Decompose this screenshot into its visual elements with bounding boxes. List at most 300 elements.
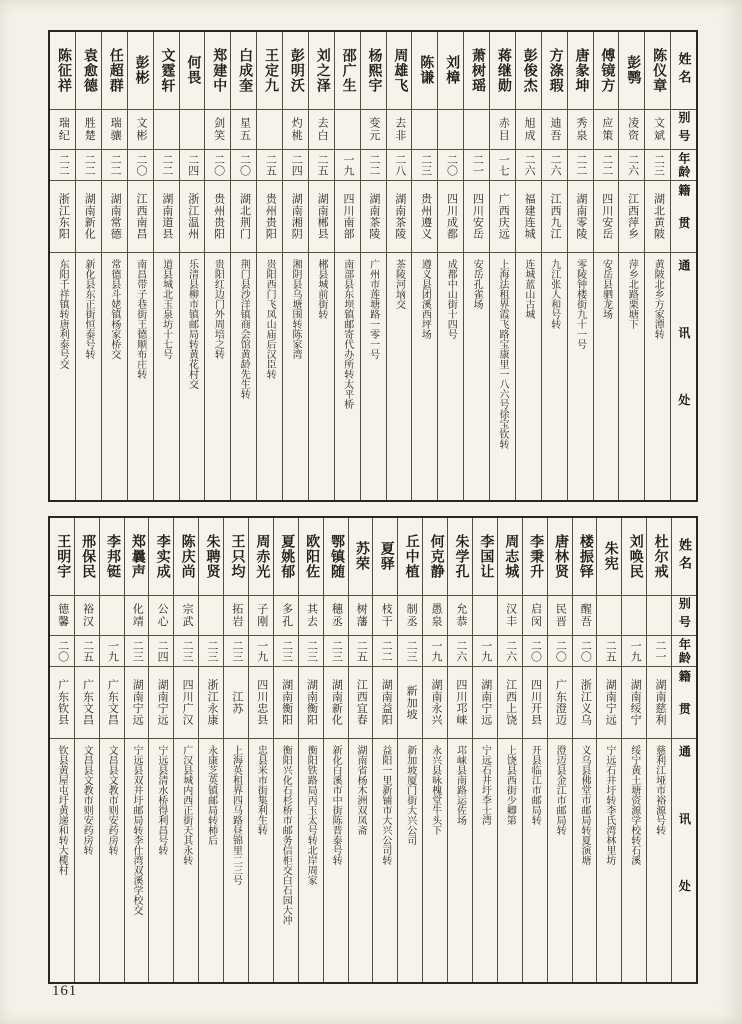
person-address-cell — [498, 739, 522, 982]
person-age-cell — [568, 150, 593, 181]
person-name-cell — [573, 518, 597, 596]
header-origin-label — [672, 667, 696, 739]
person-origin-cell — [335, 181, 360, 253]
person-alias-cell — [498, 596, 522, 636]
person-origin-text: 四川忠县 — [255, 679, 268, 726]
header-origin-text: 籍贯 — [677, 670, 692, 735]
person-name-cell — [154, 32, 179, 110]
header-origin-label — [671, 181, 696, 253]
person-alias-cell — [335, 110, 360, 150]
person-origin-text: 江西上饶 — [504, 679, 517, 726]
person-alias-cell — [516, 110, 541, 150]
person-alias-cell — [464, 110, 489, 150]
registry-table-top — [48, 30, 698, 502]
person-age-cell — [647, 636, 671, 667]
person-age-cell — [102, 150, 127, 181]
person-origin-text: 湖南零陵 — [574, 193, 587, 240]
person-origin-cell — [619, 181, 644, 253]
person-origin-cell — [199, 667, 223, 739]
person-alias-text: 宗武 — [181, 603, 194, 628]
person-age-text: 二三 — [280, 640, 293, 662]
person-age-text: 二六 — [454, 640, 467, 662]
person-age-cell — [573, 636, 597, 667]
person-name-cell — [76, 32, 101, 110]
person-name-cell — [75, 518, 99, 596]
person-name-cell — [523, 518, 547, 596]
person-address-cell — [412, 253, 437, 500]
person-alias-text: 穗丞 — [330, 603, 343, 628]
person-name-text: 杜尔戒 — [652, 533, 668, 580]
person-name-cell — [568, 32, 593, 110]
person-alias-text: 汉丰 — [504, 603, 517, 628]
person-name-text: 陈谦 — [418, 55, 434, 86]
person-origin-text: 广东钦县 — [56, 679, 69, 726]
header-address-text: 通讯处 — [677, 745, 692, 947]
person-address-text: 义乌县佛堂市邮局转夏演塘 — [578, 745, 590, 865]
person-column — [411, 32, 437, 500]
person-age-cell — [274, 636, 298, 667]
person-address-cell — [257, 253, 282, 500]
person-origin-text: 湖南宁远 — [156, 679, 169, 726]
person-origin-cell — [174, 667, 198, 739]
person-alias-text: 应策 — [600, 117, 613, 142]
person-alias-cell — [645, 110, 670, 150]
person-age-text: 二三 — [305, 640, 318, 662]
person-column — [74, 518, 99, 982]
person-address-cell — [568, 253, 593, 500]
person-alias-text: 枝干 — [380, 603, 393, 628]
person-alias-cell — [50, 596, 74, 636]
person-origin-text: 广西庆远 — [497, 193, 510, 240]
person-address-text: 常德县斗姥镇杨家桥交 — [108, 259, 120, 359]
person-age-text: 二〇 — [212, 154, 225, 176]
person-origin-cell — [274, 667, 298, 739]
person-age-cell — [361, 150, 386, 181]
person-origin-cell — [76, 181, 101, 253]
person-age-cell — [412, 150, 437, 181]
person-column — [437, 32, 463, 500]
person-age-cell — [128, 150, 153, 181]
person-address-text: 上饶县西街少卿第 — [504, 745, 516, 825]
registry-tables — [48, 30, 698, 984]
person-origin-cell — [349, 667, 373, 739]
person-origin-text: 江西南昌 — [135, 193, 148, 240]
person-name-cell — [149, 518, 173, 596]
person-origin-cell — [128, 181, 153, 253]
person-age-cell — [100, 636, 124, 667]
person-alias-text: 民晋 — [554, 603, 567, 628]
person-name-cell — [548, 518, 572, 596]
person-age-text: 二五 — [604, 640, 617, 662]
person-origin-cell — [125, 667, 149, 739]
header-address-text: 通讯处 — [676, 259, 691, 461]
person-age-text: 二二 — [380, 640, 393, 662]
person-origin-text: 新加坡 — [405, 685, 418, 720]
person-origin-text: 湖北荆门 — [238, 193, 251, 240]
person-address-cell — [102, 253, 127, 500]
person-alias-text: 制丞 — [405, 603, 418, 628]
person-age-text: 二四 — [186, 154, 199, 176]
person-age-cell — [125, 636, 149, 667]
header-age-text: 年龄 — [676, 151, 691, 179]
person-origin-text: 四川安岳 — [600, 193, 613, 240]
person-alias-text: 凌资 — [626, 117, 639, 142]
person-origin-text: 湖南绥宁 — [629, 679, 642, 726]
person-alias-text: 拓岩 — [230, 603, 243, 628]
person-age-text: 二三 — [419, 154, 432, 176]
person-address-cell — [387, 253, 412, 500]
person-column — [50, 32, 75, 500]
person-name-cell — [498, 518, 522, 596]
person-name-cell — [412, 32, 437, 110]
person-address-cell — [594, 253, 619, 500]
person-origin-cell — [231, 181, 256, 253]
person-age-text: 一九 — [629, 640, 642, 662]
person-address-text: 邛崃县南路运佐场 — [454, 745, 466, 825]
person-column — [463, 32, 489, 500]
person-origin-text: 四川成都 — [445, 193, 458, 240]
person-address-cell — [335, 253, 360, 500]
person-origin-text: 江西九江 — [549, 193, 562, 240]
person-alias-text: 旭成 — [523, 117, 536, 142]
person-origin-text: 福建连城 — [523, 193, 536, 240]
person-alias-cell — [224, 596, 248, 636]
person-name-text: 王明宇 — [55, 533, 71, 580]
person-age-cell — [199, 636, 223, 667]
person-alias-text: 多孔 — [280, 603, 293, 628]
person-name-cell — [50, 518, 74, 596]
person-age-cell — [473, 636, 497, 667]
person-name-text: 朱学孔 — [453, 533, 469, 580]
person-origin-text: 四川开县 — [529, 679, 542, 726]
person-age-text: 二〇 — [56, 640, 69, 662]
person-alias-cell — [180, 110, 205, 150]
person-column — [179, 32, 205, 500]
person-name-text: 邵广生 — [340, 47, 356, 94]
person-origin-cell — [622, 667, 646, 739]
person-name-text: 夏驿 — [378, 541, 394, 572]
person-name-text: 唐彖坤 — [573, 47, 589, 94]
person-origin-cell — [647, 667, 671, 739]
person-alias-text: 去白 — [316, 117, 329, 142]
person-alias-cell — [174, 596, 198, 636]
person-column — [372, 518, 397, 982]
person-origin-cell — [149, 667, 173, 739]
header-age-text: 年龄 — [677, 637, 692, 665]
person-column — [223, 518, 248, 982]
person-address-text: 衡阳铁路局丙玉太号转北岸周家 — [305, 745, 317, 885]
person-address-text: 永康芝英镇邮局转柿后 — [205, 745, 217, 845]
person-origin-text: 浙江义乌 — [579, 679, 592, 726]
person-origin-text: 湖南宁远 — [131, 679, 144, 726]
person-age-text: 二二 — [600, 154, 613, 176]
person-origin-cell — [75, 667, 99, 739]
header-origin-text: 籍贯 — [676, 184, 691, 249]
person-age-cell — [594, 150, 619, 181]
person-address-cell — [619, 253, 644, 500]
person-name-text: 萧树瑶 — [469, 47, 485, 94]
person-column — [323, 518, 348, 982]
person-age-cell — [249, 636, 273, 667]
person-address-cell — [349, 739, 373, 982]
person-age-cell — [75, 636, 99, 667]
person-origin-cell — [373, 667, 397, 739]
person-column — [153, 32, 179, 500]
person-name-cell — [542, 32, 567, 110]
person-origin-text: 湖南益阳 — [380, 679, 393, 726]
person-alias-text: 树藩 — [355, 603, 368, 628]
person-origin-cell — [448, 667, 472, 739]
person-age-cell — [205, 150, 230, 181]
person-column — [567, 32, 593, 500]
person-alias-cell — [102, 110, 127, 150]
person-address-text: 荆门县沙洋镇商会馆黄龄先生转 — [238, 259, 250, 399]
person-alias-cell — [149, 596, 173, 636]
person-name-cell — [594, 32, 619, 110]
person-age-cell — [373, 636, 397, 667]
header-column — [671, 518, 696, 982]
person-alias-cell — [205, 110, 230, 150]
person-origin-cell — [412, 181, 437, 253]
person-age-text: 二五 — [81, 640, 94, 662]
header-address-label — [671, 253, 696, 500]
person-age-cell — [335, 150, 360, 181]
person-origin-text: 浙江永康 — [205, 679, 218, 726]
person-age-cell — [438, 150, 463, 181]
person-origin-cell — [542, 181, 567, 253]
person-column — [360, 32, 386, 500]
person-name-text: 欧阳佐 — [304, 533, 320, 580]
person-alias-text: 启闵 — [529, 603, 542, 628]
person-age-text: 二三 — [230, 640, 243, 662]
person-origin-cell — [473, 667, 497, 739]
person-origin-cell — [100, 667, 124, 739]
person-address-cell — [309, 253, 334, 500]
person-name-text: 彭鹗 — [625, 55, 641, 86]
person-age-cell — [231, 150, 256, 181]
person-column — [489, 32, 515, 500]
person-alias-text: 其去 — [305, 603, 318, 628]
person-origin-cell — [324, 667, 348, 739]
person-alias-text: 变元 — [367, 117, 380, 142]
person-address-cell — [50, 253, 75, 500]
person-origin-cell — [361, 181, 386, 253]
person-age-cell — [387, 150, 412, 181]
person-name-cell — [100, 518, 124, 596]
person-address-cell — [249, 739, 273, 982]
person-alias-text: 愚泉 — [429, 603, 442, 628]
person-origin-text: 湖南宁远 — [479, 679, 492, 726]
person-origin-text: 贵州贵阳 — [264, 193, 277, 240]
header-age-label — [672, 636, 696, 667]
person-age-text: 一七 — [497, 154, 510, 176]
person-alias-cell — [473, 596, 497, 636]
person-alias-text: 灼桃 — [290, 117, 303, 142]
person-address-cell — [154, 253, 179, 500]
person-address-text: 文昌县文教市则安药房转 — [106, 745, 118, 855]
person-age-cell — [50, 636, 74, 667]
person-alias-text: 瑞骧 — [109, 117, 122, 142]
person-column — [386, 32, 412, 500]
person-origin-cell — [523, 667, 547, 739]
person-origin-cell — [498, 667, 522, 739]
person-age-text: 二一 — [653, 640, 666, 662]
person-age-text: 一九 — [342, 154, 355, 176]
person-age-cell — [516, 150, 541, 181]
person-address-cell — [299, 739, 323, 982]
person-address-cell — [490, 253, 515, 500]
person-address-cell — [274, 739, 298, 982]
person-alias-cell — [423, 596, 447, 636]
person-alias-cell — [249, 596, 273, 636]
header-age-label — [671, 150, 696, 181]
person-column — [515, 32, 541, 500]
person-origin-text: 湖南慈利 — [653, 679, 666, 726]
person-origin-cell — [516, 181, 541, 253]
person-origin-cell — [299, 667, 323, 739]
person-origin-cell — [573, 667, 597, 739]
person-column — [282, 32, 308, 500]
person-age-cell — [257, 150, 282, 181]
person-origin-text: 湖南茶陵 — [367, 193, 380, 240]
person-column — [204, 32, 230, 500]
person-name-cell — [619, 32, 644, 110]
person-name-text: 陈仪章 — [651, 47, 667, 94]
person-alias-text: 去非 — [393, 117, 406, 142]
person-name-text: 刘唤民 — [627, 533, 643, 580]
person-alias-cell — [274, 596, 298, 636]
person-address-text: 乐清县柳市镇邮局转黄花村交 — [186, 259, 198, 389]
person-age-text: 二五 — [316, 154, 329, 176]
person-origin-text: 广东澄迈 — [554, 679, 567, 726]
person-age-cell — [597, 636, 621, 667]
person-age-text: 二三 — [405, 640, 418, 662]
person-address-text: 湘阴县乌塘围转陈家湾 — [289, 259, 301, 359]
person-age-text: 二二 — [109, 154, 122, 176]
person-age-cell — [448, 636, 472, 667]
header-alias-label — [672, 596, 696, 636]
person-address-text: 上海英租界四马路昼锦里二三号 — [230, 745, 242, 885]
person-name-text: 唐林贤 — [553, 533, 569, 580]
person-name-cell — [516, 32, 541, 110]
person-address-cell — [76, 253, 101, 500]
person-age-cell — [490, 150, 515, 181]
person-age-text: 二二 — [574, 154, 587, 176]
person-origin-cell — [154, 181, 179, 253]
person-column — [348, 518, 373, 982]
person-alias-text: 子刚 — [255, 603, 268, 628]
person-alias-cell — [199, 596, 223, 636]
person-name-text: 周雄飞 — [392, 47, 408, 94]
person-name-cell — [490, 32, 515, 110]
person-origin-text: 浙江温州 — [186, 193, 199, 240]
person-address-text: 湖南省杨木洲双凤斋 — [354, 745, 366, 835]
registry-table-bottom — [48, 516, 698, 984]
person-age-text: 二〇 — [529, 640, 542, 662]
person-name-text: 彭明沃 — [288, 47, 304, 94]
person-name-text: 彭俊杰 — [521, 47, 537, 94]
person-address-text: 零陵钟楼街九十一号 — [574, 259, 586, 349]
person-origin-text: 湖南新化 — [330, 679, 343, 726]
person-name-cell — [205, 32, 230, 110]
person-address-cell — [128, 253, 153, 500]
person-alias-cell — [100, 596, 124, 636]
person-origin-text: 贵州贵阳 — [212, 193, 225, 240]
person-age-cell — [398, 636, 422, 667]
person-name-text: 方涤瑕 — [547, 47, 563, 94]
person-address-cell — [573, 739, 597, 982]
person-name-text: 彭彬 — [133, 55, 149, 86]
person-age-cell — [349, 636, 373, 667]
person-alias-cell — [568, 110, 593, 150]
person-name-text: 任超群 — [107, 47, 123, 94]
person-age-text: 二〇 — [554, 640, 567, 662]
person-name-cell — [423, 518, 447, 596]
person-address-text: 宁远石井圩转李氏湾林里坊 — [603, 745, 615, 865]
person-address-cell — [516, 253, 541, 500]
person-alias-cell — [299, 596, 323, 636]
person-name-cell — [231, 32, 256, 110]
person-name-text: 李邦铤 — [104, 533, 120, 580]
person-name-text: 郑曩声 — [129, 533, 145, 580]
person-age-cell — [498, 636, 522, 667]
person-origin-text: 浙江东阳 — [57, 193, 70, 240]
person-address-text: 连城蓝山古城 — [522, 259, 534, 319]
person-address-text: 黄陂北乡方家潭转 — [652, 259, 664, 339]
person-name-text: 苏荣 — [353, 541, 369, 572]
person-address-text: 宁远石井圩李士湾 — [479, 745, 491, 825]
person-address-text: 广汉县城内西正街天其永转 — [180, 745, 192, 865]
header-name-text: 姓名 — [676, 538, 692, 575]
person-origin-text: 湖南郴县 — [316, 193, 329, 240]
person-alias-cell — [128, 110, 153, 150]
person-address-text: 上海法租界霞飞路宝康里一八六号徐宝钦转 — [496, 259, 508, 449]
header-name-text: 姓名 — [676, 52, 692, 89]
person-origin-text: 四川安岳 — [471, 193, 484, 240]
person-alias-text: 文斌 — [652, 117, 665, 142]
person-column — [101, 32, 127, 500]
person-alias-cell — [231, 110, 256, 150]
person-address-cell — [180, 253, 205, 500]
person-column — [50, 518, 74, 982]
person-address-text: 茶陵河垴交 — [393, 259, 405, 309]
person-name-text: 袁愈德 — [81, 47, 97, 94]
person-age-text: 二四 — [290, 154, 303, 176]
person-name-text: 朱聘贤 — [204, 533, 220, 580]
person-age-text: 二五 — [264, 154, 277, 176]
person-address-cell — [523, 739, 547, 982]
person-alias-cell — [257, 110, 282, 150]
person-age-text: 二〇 — [579, 640, 592, 662]
person-age-cell — [645, 150, 670, 181]
person-origin-text: 贵州遵义 — [419, 193, 432, 240]
person-name-cell — [50, 32, 75, 110]
person-origin-cell — [180, 181, 205, 253]
person-age-text: 二二 — [83, 154, 96, 176]
person-column — [173, 518, 198, 982]
person-age-cell — [542, 150, 567, 181]
person-column — [541, 32, 567, 500]
person-origin-cell — [438, 181, 463, 253]
person-name-text: 蒋继勋 — [495, 47, 511, 94]
person-origin-cell — [597, 667, 621, 739]
person-name-cell — [647, 518, 671, 596]
person-alias-text: 化靖 — [131, 603, 144, 628]
person-address-cell — [75, 739, 99, 982]
person-column — [198, 518, 223, 982]
person-age-text: 二六 — [523, 154, 536, 176]
person-address-cell — [125, 739, 149, 982]
